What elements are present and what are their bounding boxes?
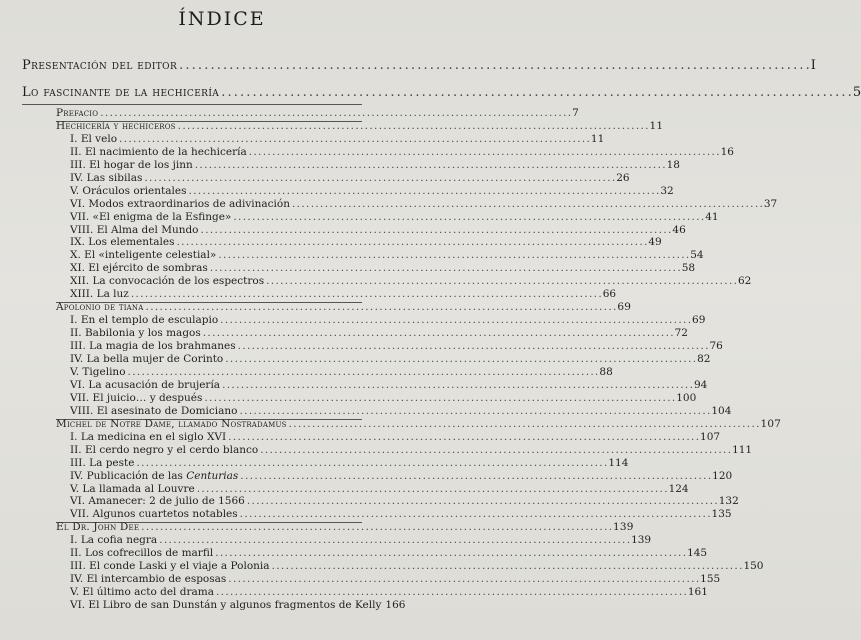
toc-section-entry [56,301,632,313]
leader-dots [197,483,667,495]
toc-section-entry [56,521,634,533]
entry-title: VI. La acusación de brujería [70,379,221,391]
toc-section-entry [56,418,782,430]
toc-chapter-entry [70,172,630,184]
leader-dots [216,586,686,598]
page-number: 166 [385,599,406,611]
toc-chapter-entry [70,159,680,171]
page-number: 150 [743,560,764,572]
toc-chapter-entry [70,508,732,520]
entry-title: IV. El intercambio de esposas [70,573,227,585]
toc-chapter-entry [70,275,752,287]
toc-chapter-entry [70,495,739,507]
entry-title: VI. El Libro de san Dunstán y algunos fragmentos de Kelly [70,599,382,611]
leader-dots [292,198,762,210]
entry-title: IX. Los elementales [70,236,175,248]
page-number: 120 [712,470,733,482]
entry-title: I. La medicina en el siglo XVI [70,431,227,443]
toc-chapter-entry [70,185,674,197]
leader-dots [239,405,709,417]
toc-chapter-entry [70,249,704,261]
page-number: 104 [711,405,732,417]
leader-dots [238,340,708,352]
toc-part-entry [22,58,817,73]
entry-title: Presentación del editor [22,58,178,73]
toc-chapter-entry [70,314,706,326]
toc-chapter-entry [70,366,613,378]
page-number: 100 [676,392,697,404]
entry-title: VI. Amanecer: 2 de julio de 1566 [70,495,245,507]
toc-chapter-entry [70,198,778,210]
toc-chapter-entry [70,405,732,417]
page-number: 82 [697,353,711,365]
toc-chapter-entry [70,392,697,404]
leader-dots [228,573,698,585]
page-number: 41 [705,211,719,223]
leader-dots [215,547,685,559]
entry-title: VII. «El enigma de la Esfinge» [70,211,232,223]
entry-title: XII. La convocación de los espectros [70,275,265,287]
leader-dots [100,107,570,119]
toc-chapter-entry [70,353,711,365]
leader-dots [146,301,616,313]
leader-dots [220,314,690,326]
leader-dots [188,185,658,197]
leader-dots [201,224,671,236]
toc-section-entry [56,107,579,119]
page-number: 7 [572,107,579,119]
page-number: 155 [700,573,721,585]
entry-title: IV. Publicación de las Centurias [70,470,239,482]
entry-title: II. El cerdo negro y el cerdo blanco [70,444,259,456]
page-number: 69 [692,314,706,326]
entry-title: V. La llamada al Louvre [70,483,195,495]
page-number: 37 [763,198,778,210]
page-number: 111 [732,444,753,456]
leader-dots [222,379,692,391]
leader-dots [131,288,601,300]
entry-title: V. El último acto del drama [70,586,214,598]
entry-title: VII. Algunos cuartetos notables [70,508,238,520]
toc-chapter-entry [70,573,721,585]
page-number: 18 [666,159,680,171]
toc-chapter-entry [70,327,688,339]
leader-dots [195,159,665,171]
leader-dots [141,521,611,533]
toc-chapter-entry [70,483,689,495]
page-number: 32 [660,185,674,197]
toc-chapter-entry [70,379,708,391]
leader-dots [204,392,674,404]
toc-chapter-entry [70,547,708,559]
entry-title: Apolonio de tiana [56,301,144,313]
page-number: 161 [687,586,708,598]
page-number: 88 [599,366,613,378]
toc-chapter-entry [70,288,617,300]
entry-title: IV. La bella mujer de Corinto [70,353,224,365]
entry-title: IV. Las sibilas [70,172,143,184]
page-number: 135 [711,508,732,520]
page-number: 132 [718,495,739,507]
entry-title: X. El «inteligente celestial» [70,249,217,261]
page-number: 76 [709,340,723,352]
page-number: 139 [613,521,634,533]
page-number: 124 [668,483,689,495]
entry-title: XI. El ejército de sombras [70,262,208,274]
entry-title: Michel de Notre Dame, llamado Nostradamus [56,418,287,430]
entry-title: I. La cofia negra [70,534,158,546]
page-number: 72 [674,327,688,339]
entry-title: Prefacio [56,107,99,119]
leader-dots [144,172,614,184]
entry-title: VII. El juicio… y después [70,392,203,404]
page-number: 107 [700,431,721,443]
entry-title: I. En el templo de esculapio [70,314,219,326]
page-number: 5 [852,85,861,100]
leader-dots [228,431,698,443]
toc-chapter-entry [70,431,721,443]
entry-title: Lo fascinante de la hechicería [22,85,220,100]
toc-chapter-entry [70,457,629,469]
entry-title: III. El conde Laski y el viaje a Polonia [70,560,270,572]
leader-dots [272,560,742,572]
leader-dots [240,508,710,520]
toc-chapter-entry [70,211,719,223]
entry-title: VI. Modos extraordinarios de adivinación [70,198,290,210]
page-number: 58 [681,262,696,274]
page-number: 11 [649,120,664,132]
leader-dots [119,133,589,145]
leader-dots [159,534,629,546]
page-number: 107 [760,418,782,430]
leader-dots [179,58,809,73]
entry-title: VIII. El asesinato de Domiciano [70,405,238,417]
toc-chapter-entry [70,586,708,598]
leader-dots [176,236,646,248]
entry-title: I. El velo [70,133,118,145]
entry-title: II. Babilonia y los magos [70,327,201,339]
page-number: 94 [693,379,708,391]
entry-title: II. Los cofrecillos de marfil [70,547,214,559]
toc-chapter-entry [70,262,696,274]
leader-dots [178,120,648,132]
leader-dots [289,418,759,430]
toc-chapter-entry [70,444,753,456]
page-number: 66 [602,288,617,300]
divider [22,104,362,105]
page-number: 16 [720,146,734,158]
toc-chapter-entry [70,599,406,611]
leader-dots [249,146,719,158]
leader-dots [128,366,598,378]
page-number: 54 [690,249,704,261]
leader-dots [218,249,688,261]
leader-dots [210,262,680,274]
page-number: 114 [608,457,629,469]
entry-title: V. Tigelino [70,366,126,378]
leader-dots [260,444,730,456]
page-title: ÍNDICE [178,8,266,30]
toc-section-entry [56,120,664,132]
toc-chapter-entry [70,470,733,482]
leader-dots [136,457,606,469]
toc-chapter-entry [70,224,686,236]
entry-title: III. La magia de los brahmanes [70,340,236,352]
leader-dots [233,211,703,223]
toc-chapter-entry [70,340,723,352]
entry-title: El Dr. John Dee [56,521,140,533]
leader-dots [266,275,736,287]
page-number: 145 [687,547,708,559]
page-number: 69 [617,301,632,313]
leader-dots [240,470,710,482]
entry-title: III. La peste [70,457,135,469]
page-number: 26 [616,172,630,184]
entry-title: III. El hogar de los jinn [70,159,193,171]
entry-title: II. El nacimiento de la hechicería [70,146,247,158]
toc-chapter-entry [70,146,734,158]
leader-dots [203,327,673,339]
toc-chapter-entry [70,133,605,145]
leader-dots [247,495,717,507]
page-number: 11 [590,133,605,145]
page-number: 46 [672,224,686,236]
toc-chapter-entry [70,534,652,546]
leader-dots [221,85,851,100]
leader-dots [225,353,695,365]
toc-chapter-entry [70,560,764,572]
entry-title: XIII. La luz [70,288,129,300]
toc-part-entry [22,85,861,100]
toc-chapter-entry [70,236,662,248]
page-number: 139 [631,534,652,546]
entry-title: Hechicería y hechiceros [56,120,176,132]
page-number: 49 [648,236,662,248]
entry-title: VIII. El Alma del Mundo [70,224,199,236]
entry-title: V. Oráculos orientales [70,185,187,197]
page-number: I [810,58,817,73]
page-number: 62 [737,275,752,287]
